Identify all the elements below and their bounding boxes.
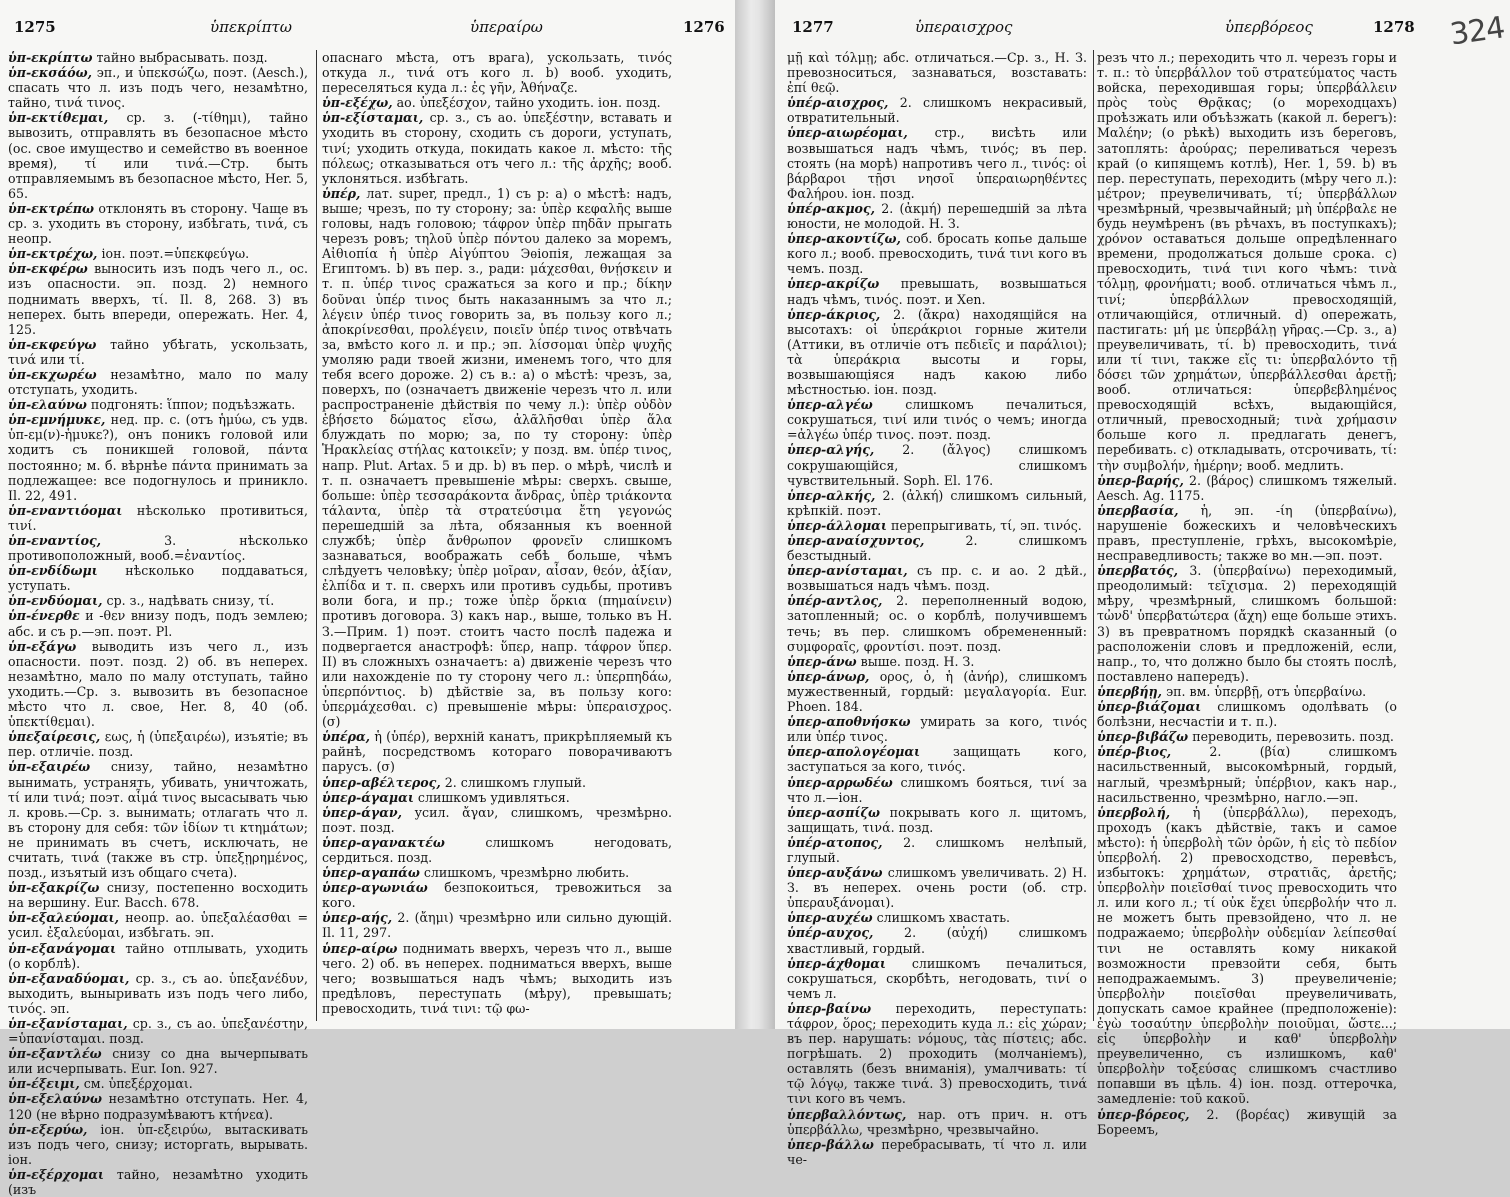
running-headword: ὑπεραισχρος	[915, 18, 1013, 36]
dictionary-entry	[322, 95, 672, 110]
entry-lemma: ὑπ-εξαναδύομαι,	[8, 970, 130, 986]
dictionary-entry	[8, 201, 308, 246]
dictionary-entry	[787, 518, 1087, 533]
entry-lemma: ὑπερ-αγωνιάω	[322, 880, 428, 896]
dictionary-entry	[8, 910, 308, 940]
entry-lemma: ὑπερ-απολογέομαι	[787, 744, 921, 760]
entry-definition: соб. бросать копье дальше кого л.; вооб. превосходить, τινά τινι кого въ чемъ. позд.	[787, 231, 1087, 277]
dictionary-entry	[8, 367, 308, 397]
dictionary-entry	[8, 639, 308, 730]
entry-lemma: ὑπερ-αής,	[322, 910, 393, 926]
entry-lemma: ὑπερβατός,	[1097, 563, 1178, 579]
entry-definition: опаснаго мѣста, отъ врага), ускользать, τινός откуда л., τινά отъ кого л. b) вооб. уходить, переселяться куда л.: ἐς γῆν, Ἀθήναζε.	[322, 50, 672, 96]
entry-definition: выносить изъ подъ чего л., ос. изъ опасности. эп. позд. 2) немного поднимать вверхъ, τί. Il. 8, 268. 3) въ неперех. быть впереди, опережать. Her. 4, 125.	[8, 261, 308, 337]
entry-lemma: ὑπ-εκτρέχω,	[8, 246, 98, 262]
entry-definition: ср. з., съ ао. ὑπεξανέστην, =ὑπανίσταμαι. позд.	[8, 1016, 308, 1047]
entry-definition: переводить, перевозить. позд.	[1188, 729, 1394, 745]
entry-definition: ἡ (ὑπερβάλλω), переходъ, проходъ (какъ дѣйствіе, такъ и самое мѣсто): ἡ ὑπερβολὴ τῶν ὀρῶν, ἡ εἰς τὸ πεδίον ὑπερβολή. 2) превосходство, перевѣсъ, избытокъ: χρημάτων, στρατιᾶς, ἀρετῆς; ὑπερβολὴν ποιεῖσθαί τινος превосходить что л. или кого л.; τί οὐκ ἔχει ὑπερβολήν что л. не можетъ быть превзойдено, что л. не подражаемо; ὑπερβολὴν οὐδεμίαν λείπεσθαί τινι не оставлять кому никакой возможности превзойти себя, быть неподражаемымъ. 3) преувеличеніе; ὑπερβολὴν ποιεῖσθαι преувеличивать, допускать самое крайнее (предположеніе): ἐγὼ τοσαύτην ὑπερβολὴν ποιοῦμαι, ὥστε...; εἰς ὑπερβολὴν и καθ' ὑπερβολὴν преувеличенно, съ излишкомъ, καθ' ὑπερβολὴν τοξεύσας слишкомъ счастливо попавши въ цѣль. 4) іон. позд. оттерочка, замедленіе: τοῦ κακοῦ.	[1097, 804, 1397, 1107]
entry-lemma: ὑπ-εξίσταμαι,	[322, 110, 424, 126]
entry-definition: 2. (βάρος) слишкомъ тяжелый. Aesch. Ag. 1175.	[1097, 472, 1397, 503]
entry-lemma: ὑπέρ-ακμος,	[787, 200, 876, 216]
dictionary-entry	[787, 956, 1087, 1001]
dictionary-entry	[322, 790, 672, 805]
page-number: 1275	[14, 18, 56, 36]
entry-lemma: ὑπερ-αρρωδέω	[787, 774, 893, 790]
entry-lemma: ὑπερ-ακρίζω	[787, 276, 880, 292]
entry-lemma: ὑπέρ-ατοπος,	[787, 834, 883, 850]
entry-definition: лат. super, предл., 1) съ р: а) о мѣстѣ: надъ, выше; чрезъ, по ту сторону; за: ὑπὲρ κεφαλῆς выше головы, надъ головою; τάφρον ὑπὲρ πηδᾶν прыгать черезъ ровъ; τηλοῦ ὑπὲρ πόντου далеко за моремъ, Αἰθιοπία ἡ ὑπὲρ Αἰγύπτου Эѳіопія, лежащая за Египтомъ. b) въ пер. з., ради: μάχεσθαι, θνῄσκειν и т. п. ὑπέρ τινος сражаться за кого и пр.; δίκην δοῦναι ὑπέρ τινος быть наказаннымъ за что л.; λέγειν ὑπέρ τινος говорить за, въ пользу кого л.; ἀποκρίνεσθαι, προλέγειν, ποιεῖν ὑπέρ τινος отвѣчать за, вмѣсто кого л. и пр.; эп. λίσσομαι ὑπὲρ ψυχῆς умоляю ради твоей жизни, именемъ того, что для тебя всего дороже. 2) съ в.: а) о мѣстѣ: чрезъ, за, поверхъ, по (означаетъ движеніе черезъ что л. или распространеніе дѣйствія по чему л.): ὑπὲρ οὐδὸν ἐβήσετο δώματος εἴσω, ἀλᾶλῆσθαι ὑπὲρ ἅλα блуждать по морю; за, по ту сторону: ὑπὲρ Ἡρακλείας στήλας κατοικεῖν; у позд. вм. ὑπέρ τινος, напр. Plut. Artax. 5 и др. b) въ пер. о мѣрѣ, числѣ и т. п. означаетъ превышеніе мѣры: сверхъ. свыше, больше: ὑπὲρ τεσσαράκοντα ἄνδρας, ὑπὲρ τριάκοντα τάλαντα, ὑπὲρ τὰ στρατεύσιμα ἔτη γεγονώς перешедшій за лѣта, обязанныя къ военной службѣ; ὑπὲρ ἄνθρωπον φρονεῖν слишкомъ зазнаваться, воображать себѣ больше, чѣмъ слѣдуетъ человѣку; ὑπὲρ μοῖραν, αἶσαν, θεόν, ἀξίαν, ἐλπίδα и т. п. сверхъ или противъ судьбы, противъ воли бога, и пр.; тоже ὑπὲρ ὅρκια (πημαίνειν) противъ договора. 3) какъ нар., выше, только въ Н. З.—Прим. 1) поэт. стоитъ часто послѣ падежа и подвергается анастрофѣ: ὕπερ, напр. τάφρον ὕπερ. II) въ сложныхъ означаетъ: а) движеніе черезъ что или нахожденіе по ту сторону чего л.: ὑπερπηδάω, ὑπερπόντιος. b) дѣйствіе за, въ пользу кого: ὑπερμάχεσθαι. с) превышеніе мѣры: ὑπεραισχρος. (σ)	[322, 185, 672, 730]
dictionary-entry	[8, 246, 308, 261]
dictionary-column	[322, 50, 672, 1029]
entry-lemma: ὑπερ-αυξάνω	[787, 865, 883, 881]
dictionary-entry	[8, 593, 308, 608]
dictionary-entry	[8, 261, 308, 336]
entry-definition: резъ что л.; переходить что л. черезъ горы и т. п.: τὸ ὑπερβάλλον τοῦ στρατεύματος часть войска, переходившая горы; ὑπερβάλλειν πρὸς τοὺς Θρᾷκας; (о мореходцахъ) проѣзжать или объѣзжать (какой л. берегъ): Μαλέην; (о рѣкѣ) выходить изъ береговъ, затоплять: ἀρούρας; переливаться черезъ край (о кипящемъ котлѣ), Her. 1, 59. b) въ пер. переступать, переходить (мѣру чего л.): μέτρον; преувеличивать, τί; ὑπερβάλλων чрезмѣрный, чрезвычайный; μὴ ὑπέρβαλε не будь неумѣренъ (въ рѣчахъ, въ поступкахъ); χρόνον оставаться дольше опредѣленнаго времени, продолжаться дольше срока. с) превосходить, τινά τινι кого чѣмъ: τινὰ τόλμῃ, φρονήματι; вооб. отличаться чѣмъ л., τινί; ὑπερβάλλων превосходящій, отличающійся, отличный. d) опережать, пастигать: μή με ὑπερβάλῃ γῆρας.—Ср. з., а) преувеличивать, τί. b) превосходить, τινά или τί τινι, также εἴς τι: ὑπερβαλόντο τῇ δόσει τῶν χρημάτων, ὑπερβάλλεσθαι ἀρετῇ; вооб. отличаться: ὑπερβεβλημένος превосходящій всѣхъ, выдающійся, отличный, превосходный; τινὰ χρήμασιν больше кого л. предлагать денегъ, перебивать. с) откладывать, отсрочивать, τί: τὴν συμβολήν, ἡμέρην; вооб. медлить.	[1097, 50, 1397, 473]
entry-lemma: ὑπερ-ακοντίζω,	[787, 231, 901, 247]
handwritten-annotation: 324	[1447, 10, 1507, 53]
dictionary-entry	[322, 186, 672, 729]
dictionary-entry	[1097, 805, 1397, 1107]
dictionary-entry	[8, 1091, 308, 1121]
dictionary-entry	[8, 1122, 308, 1167]
dictionary-entry	[787, 307, 1087, 398]
dictionary-entry	[8, 337, 308, 367]
entry-lemma: ὑπ-εξάγω	[8, 638, 77, 654]
dictionary-entry	[787, 50, 1087, 95]
entry-definition: перебрасывать, τί что л. или че-	[787, 1136, 1087, 1167]
entry-definition: 2. (αὐχή) слишкомъ хвастливый, гордый.	[787, 925, 1087, 956]
entry-definition: ср. з., надѣвать снизу, τί.	[102, 593, 275, 609]
entry-lemma: ὑπερ-αγαπάω	[322, 865, 420, 881]
dictionary-entry	[8, 110, 308, 201]
entry-lemma: ὑπ-έξειμι,	[8, 1076, 80, 1092]
dictionary-entry	[787, 488, 1087, 518]
entry-definition: 2. (ἄλγος) слишкомъ сокрушающійся, слишкомъ чувствительный. Soph. El. 176.	[787, 442, 1087, 488]
entry-lemma: ὑπερ-βόρεος,	[1097, 1106, 1190, 1122]
entry-lemma: ὑπερ-άλλομαι	[787, 517, 887, 533]
entry-lemma: ὑπερ-αιωρέομαι,	[787, 125, 908, 141]
dictionary-entry	[787, 805, 1087, 835]
dictionary-entry	[8, 941, 308, 971]
entry-definition: выше. позд. Н. З.	[856, 653, 975, 669]
entry-definition: μῇ καὶ τόλμῃ; абс. отличаться.—Ср. з., Н. З. превозноситься, зазнаваться, возставать: ἐπί θεῷ.	[787, 50, 1087, 96]
dictionary-entry	[787, 533, 1087, 563]
entry-lemma: ὑπερβήῃ,	[1097, 683, 1163, 699]
entry-lemma: ὑπερ-αγανακτέω	[322, 834, 445, 850]
entry-definition: эп., и ὑπεκσώζω, поэт. (Aesch.), спасать что л. изъ подъ чего, незамѣтно, тайно, τινά τινος.	[8, 65, 308, 111]
dictionary-entry	[787, 201, 1087, 231]
entry-definition: снизу, тайно, незамѣтно вынимать, устранять, убивать, уничтожать, τί или τινά; поэт. αἷμά τινος высасывать чью л. кровь.—Ср. з. вынимать; отлагать что л. въ сторону для себя: τῶν ἰδίων τι κτημάτων; не принимать въ счетъ, исключать, не считать, τινά (также въ стр. ὑπεξῃρημένος, позд., изъятый изъ общаго счета).	[8, 759, 308, 881]
column-rule	[1093, 50, 1094, 1021]
column-rule	[316, 50, 317, 1021]
entry-definition: 2. слишкомъ нелѣпый, глупый.	[787, 834, 1087, 865]
dictionary-entry	[322, 865, 672, 880]
entry-lemma: ὑπ-εκρίπτω	[8, 50, 93, 65]
entry-lemma: ὑπερ-αναίσχυντος,	[787, 533, 925, 548]
entry-definition: незамѣтно, мало по малу отступать, уходить.	[8, 366, 308, 398]
entry-definition: съ пр. с. и ао. 2 дѣй., возвышаться надъ чѣмъ. позд.	[787, 563, 1087, 594]
entry-lemma: ὑπ-εξακρίζω	[8, 880, 100, 896]
dictionary-entry	[1097, 684, 1397, 699]
entry-lemma: ὑπερ-αλγής,	[787, 442, 875, 458]
entry-definition: выводить изъ чего л., изъ опасности. поэт. позд. 2) об. въ неперех. незамѣтно, мало по малу отступать, тайно уходить.—Ср. з. вывозить въ безопасное мѣсто что л. свое, Her. 8, 40 (об. ὑπεκτίθεμαι).	[8, 638, 308, 730]
left-page-header	[0, 18, 735, 40]
dictionary-entry	[1097, 473, 1397, 503]
entry-definition: слишкомъ печалиться, сокрушаться, τινί или τινός о чемъ; иногда =ἀλγέω ὑπέρ τινος. поэт. позд.	[787, 397, 1087, 443]
entry-lemma: ὑπερ-άκριος,	[787, 306, 881, 322]
entry-definition: ср. з. (-τίθημι), тайно вывозить, отправлять въ безопасное мѣсто (ос. свое имущество и семейство въ военное время), τί или τινά.—Стр. быть отправляемымъ въ безопасное мѣсто, Her. 5, 65.	[8, 110, 308, 201]
entry-lemma: ὑπερ-άχθομαι	[787, 955, 886, 971]
entry-definition: нѣсколько поддаваться, уступать.	[8, 563, 308, 594]
entry-lemma: ὑπερ-βιάζομαι	[1097, 699, 1202, 715]
dictionary-entry	[1097, 503, 1397, 563]
entry-definition: слишкомъ печалиться, сокрушаться, скорбѣть, негодовать, τινί о чемъ л.	[787, 955, 1087, 1001]
entry-definition: 2. (ἄκρα) находящійся на высотахъ: οἱ ὑπεράκριοι горные жители (Аттики, въ отличіе отъ πεδιεῖς и παράλιοι); τὰ ὑπεράκρια высоты и горы, возвышающіяся надъ какою либо мѣстностью. іон. позд.	[787, 306, 1087, 398]
entry-lemma: ὑπ-εκτίθεμαι,	[8, 110, 109, 126]
entry-definition: слишкомъ увеличивать. 2) Н. З. въ неперех. очень рости (об. стр. ὑπεραυξάνομαι).	[787, 865, 1087, 911]
entry-definition: нар. отъ прич. н. отъ ὑπερβάλλω, чрезмѣрно, чрезвычайно.	[787, 1106, 1087, 1137]
entry-lemma: ὑπ-εναντίος,	[8, 533, 102, 548]
entry-definition: слишкомъ удивляться.	[413, 789, 570, 805]
entry-definition: εως, ἡ (ὑπεξαιρέω), изъятіе; въ пер. отличіе. позд.	[8, 729, 308, 760]
dictionary-entry	[8, 533, 308, 563]
running-headword: ὑπεκρίπτω	[210, 18, 292, 36]
entry-definition: іон. ὑπ-εξειρύω, вытаскивать изъ подъ чего, снизу; исторгать, вырывать. іон.	[8, 1121, 308, 1167]
dictionary-entry	[8, 397, 308, 412]
entry-lemma: ὑπερ-άγαν,	[322, 804, 403, 820]
entry-definition: 2. (βία) слишкомъ насильственный, высокомѣрный, гордый, наглый, чрезмѣрный; ὑπέρβιον, какъ нар., насильственно, чрезмѣрно, нагло.—эп.	[1097, 744, 1397, 805]
entry-definition: 2. (ἀλκή) слишкомъ сильный, крѣпкій. поэт.	[787, 487, 1087, 518]
dictionary-entry	[787, 442, 1087, 487]
dictionary-entry	[787, 744, 1087, 774]
entry-lemma: ὑπ-ελαύνω	[8, 397, 87, 413]
entry-definition: слишкомъ бояться, τινί за что л.—іон.	[787, 774, 1087, 805]
dictionary-column	[1097, 50, 1397, 1137]
entry-definition: умирать за кого, τινός или ὑπέρ τινος.	[787, 714, 1087, 745]
entry-definition: перепрыгивать, τί, эп. τινός.	[886, 517, 1082, 533]
dictionary-entry	[787, 775, 1087, 805]
entry-lemma: ὑπερ-αλκής,	[787, 487, 876, 503]
dictionary-entry	[8, 65, 308, 110]
running-headword: ὑπεραίρω	[470, 18, 543, 36]
entry-definition: 2. слишкомъ глупый.	[440, 774, 586, 790]
page-number: 1278	[1373, 18, 1415, 36]
entry-definition: поднимать вверхъ, черезъ что л., выше чего. 2) об. въ неперех. подниматься вверхъ, выше чего; возвышаться надъ чѣмъ; выходить изъ предѣловъ, переступать (мѣру), превышать; превосходить, τινά τινι: τῷ φω-	[322, 940, 672, 1016]
entry-lemma: ὑπέρα,	[322, 729, 371, 745]
entry-lemma: ὑπ-ένερθε	[8, 608, 80, 624]
entry-definition: стр., висѣть или возвышаться надъ чѣмъ, τινός; въ пер. стоять (на морѣ) напротивъ чего л., τινός: οἱ βάρβαροι τῇσι νησοῖ ὑπεραιωρηθέντες Φαλήρου. іон. позд.	[787, 125, 1087, 201]
entry-lemma: ὑπερ-ασπίζω	[787, 804, 880, 820]
entry-lemma: ὑπερ-αποθνήσκω	[787, 714, 911, 730]
entry-lemma: ὑπ-εξέρχομαι	[8, 1166, 105, 1182]
entry-lemma: ὑπερ-βάλλω	[787, 1136, 874, 1152]
entry-lemma: ὑπ-εξανίσταμαι,	[8, 1016, 128, 1031]
entry-lemma: ὑπερ-βαρής,	[1097, 472, 1184, 488]
entry-lemma: ὑπ-εξανάγομαι	[8, 940, 117, 956]
dictionary-entry	[322, 805, 672, 835]
entry-definition: іон. поэт.=ὑπεκφεύγω.	[97, 246, 250, 262]
entry-definition: 2. переполненный водою, затопленный; ос. о корблѣ, получившемъ течь; въ пер. слишкомъ обремененный: συμφοραῖς, φροντίσι. поэт. позд.	[787, 593, 1087, 654]
entry-definition: защищать кого, заступаться за кого, τινός.	[787, 744, 1087, 775]
entry-lemma: ὑπερ-βαίνω	[787, 1000, 872, 1016]
dictionary-entry	[322, 50, 672, 95]
entry-definition: и -θεν внизу подъ, подъ землею; абс. и съ р.—эп. поэт. Pl.	[8, 608, 308, 639]
dictionary-entry	[8, 729, 308, 759]
page-number: 1277	[792, 18, 834, 36]
dictionary-entry	[322, 910, 672, 940]
page-number: 1276	[683, 18, 725, 36]
dictionary-entry	[322, 775, 672, 790]
right-page	[775, 0, 1510, 1167]
dictionary-entry	[8, 880, 308, 910]
entry-lemma: ὑπ-εκχωρέω	[8, 366, 97, 382]
dictionary-entry	[8, 412, 308, 503]
entry-lemma: ὑπερ-άγαμαι	[322, 789, 414, 805]
dictionary-entry	[787, 865, 1087, 910]
entry-lemma: ὑπ-εξαντλέω	[8, 1046, 102, 1062]
entry-lemma: ὑπέρ-βιος,	[1097, 744, 1172, 760]
entry-definition: незамѣтно отступать. Her. 4, 120 (не вѣрно подразумѣваютъ κτήνεα).	[8, 1091, 308, 1122]
dictionary-entry	[787, 669, 1087, 714]
entry-lemma: ὑπερβασία,	[1097, 502, 1179, 518]
entry-lemma: ὑπέρ-αυχος,	[787, 925, 874, 941]
dictionary-entry	[787, 1137, 1087, 1167]
entry-definition: 2. (ἄημι) чрезмѣрно или сильно дующій. Il. 11, 297.	[322, 910, 672, 941]
entry-definition: ἡ (ὑπέρ), верхній канатъ, прикрѣпляемый къ райнѣ, посредствомъ котораго поворачиваютъ парусъ. (σ)	[322, 729, 672, 775]
entry-lemma: ὑπ-εκτρέπω	[8, 200, 94, 216]
entry-definition: превышать, возвышаться надъ чѣмъ, τινός. поэт. и Xen.	[787, 276, 1087, 307]
dictionary-entry	[322, 880, 672, 910]
entry-lemma: ὑπέρ-αντλος,	[787, 593, 883, 609]
right-page-header	[775, 18, 1510, 40]
dictionary-entry	[8, 1016, 308, 1046]
entry-definition: нѣсколько противиться, τινί.	[8, 502, 308, 533]
entry-definition: 2. (βορέας) живущій за Бореемъ,	[1097, 1106, 1397, 1137]
dictionary-entry	[787, 276, 1087, 306]
entry-definition: нед. пр. с. (отъ ἡμύω, съ удв. ὑπ-εμ(ν)-ἡμυκε?), онъ поникъ головой или ходитъ съ поникшей головой, πάντα постоянно; м. б. вѣрнѣе πάντα принимать за подлежащее: все подогнулось и приникло. Il. 22, 491.	[8, 412, 308, 503]
dictionary-entry	[8, 503, 308, 533]
entry-lemma: ὑπ-εξέχω,	[322, 95, 393, 111]
entry-definition: 2. слишкомъ некрасивый, отвратительный.	[787, 95, 1087, 126]
entry-lemma: ὑπερ-αυχέω	[787, 910, 873, 926]
entry-lemma: ὑπ-εναντιόομαι	[8, 502, 123, 518]
entry-lemma: ὑπ-ενδύομαι,	[8, 593, 103, 609]
entry-definition: подгонять: ἵππον; подъѣзжать.	[86, 397, 296, 413]
entry-lemma: ὑπ-εξερύω,	[8, 1121, 88, 1137]
entry-definition: неопр. ао. ὑπεξαλέασθαι = усил. ἐξαλεύομαι, избѣгать. эп.	[8, 910, 308, 941]
dictionary-entry	[787, 925, 1087, 955]
entry-definition: 2. слишкомъ безстыдный.	[787, 533, 1087, 564]
dictionary-entry	[8, 1076, 308, 1091]
dictionary-column	[787, 50, 1087, 1167]
dictionary-entry	[787, 1001, 1087, 1107]
dictionary-entry	[787, 397, 1087, 442]
dictionary-entry	[787, 654, 1087, 669]
dictionary-entry	[787, 231, 1087, 276]
entry-definition: слишкомъ негодовать, сердиться. позд.	[322, 834, 672, 865]
entry-definition: отклонять въ сторону. Чаще въ ср. з. уходить въ сторону, избѣгать, τινά, съ неопр.	[8, 200, 308, 247]
dictionary-entry	[1097, 729, 1397, 744]
entry-lemma: ὑπέρ,	[322, 185, 361, 201]
entry-lemma: ὑπερβαλλόντως,	[787, 1106, 907, 1122]
entry-lemma: ὑπερ-άνω	[787, 653, 857, 669]
entry-definition: ἡ, эп. -ίη (ὑπερβαίνω), нарушеніе божескихъ и человѣческихъ правъ, преступленіе, грѣхъ, высокомѣріе, несправедливость; также во мн.—эп. поэт.	[1097, 502, 1397, 564]
entry-lemma: ὑπ-εξελαύνω	[8, 1091, 102, 1107]
running-headword: ὑπερβόρεος	[1225, 18, 1313, 36]
entry-definition: ср. з., съ ао. ὑπεξανέδυν, выходить, выныривать изъ подъ чего либо, τινός. эп.	[8, 970, 308, 1016]
dictionary-entry	[8, 971, 308, 1016]
entry-definition: усил. ἄγαν, слишкомъ, чрезмѣрно. поэт. позд.	[322, 804, 672, 835]
dictionary-entry	[8, 608, 308, 638]
dictionary-entry	[322, 835, 672, 865]
entry-definition: тайно отплывать, уходить (о корблѣ).	[8, 940, 308, 971]
entry-definition: безпокоиться, тревожиться за кого.	[322, 880, 672, 911]
entry-lemma: ὑπερ-ανίσταμαι,	[787, 563, 908, 579]
entry-lemma: ὑπερ-αίρω	[322, 940, 398, 956]
entry-definition: эп. вм. ὑπερβῇ, отъ ὑπερβαίνω.	[1162, 683, 1367, 699]
entry-definition: см. ὑπεξέρχομαι.	[79, 1076, 193, 1092]
entry-definition: переходить, переступать: τάφρον, ὅρος; переходить куда л.: εἰς χώραν; въ пер. нарушать: νόμους, τὰς πίστεις; абс. погрѣшать. 2) проходить (молчаніемъ), оставлять (безъ вниманія), умалчивать: τί τῷ λόγῳ, также τινά. 3) превосходить, τινά τινι кого въ чемъ.	[787, 1000, 1087, 1107]
dictionary-entry	[787, 714, 1087, 744]
entry-definition: снизу, постепенно восходить на вершину. Eur. Bacch. 678.	[8, 880, 308, 911]
dictionary-entry	[787, 1107, 1087, 1137]
entry-definition: слишкомъ хвастать.	[872, 910, 1011, 926]
dictionary-entry	[787, 593, 1087, 653]
entry-lemma: ὑπερ-άνωρ,	[787, 668, 870, 684]
entry-definition: ορος, ὁ, ἡ (ἀνήρ), слишкомъ мужественный, гордый: μεγαλαγορία. Eur. Phoen. 184.	[787, 668, 1087, 715]
entry-definition: 2. (ἀκμή) перешедшій за лѣта юности, не молодой. Н. З.	[787, 200, 1087, 232]
dictionary-entry	[787, 125, 1087, 200]
dictionary-entry	[787, 95, 1087, 125]
entry-lemma: ὑπ-εμνήμυκε,	[8, 412, 106, 428]
dictionary-entry	[8, 759, 308, 880]
entry-definition: 3. (ὑπερβαίνω) переходимый, преодолимый: τεῖχισμα. 2) переходящій мѣру, чрезмѣрный, слишкомъ большой: τὠνδ' ὑπερβατώτερα (ἄχη) еще больше этихъ. 3) въ превратномъ порядкѣ сказанный (о расположеніи словъ и предложеній, если, напр., то, что должно было бы стоять послѣ, поставлено напередъ).	[1097, 563, 1397, 684]
dictionary-entry	[8, 563, 308, 593]
entry-definition: тайно, незамѣтно уходить (изъ	[8, 1166, 308, 1197]
entry-lemma: ὑπ-εξαλεύομαι,	[8, 910, 120, 926]
left-page	[0, 0, 735, 1197]
dictionary-entry	[8, 1046, 308, 1076]
dictionary-entry	[322, 941, 672, 1016]
dictionary-entry	[787, 563, 1087, 593]
entry-definition: 3. нѣсколько противоположный, вооб.=ἐναντίος.	[8, 533, 308, 564]
dictionary-entry	[8, 50, 308, 65]
entry-lemma: ὑπεξαίρεσις,	[8, 729, 101, 745]
dictionary-entry	[322, 110, 672, 185]
dictionary-entry	[322, 729, 672, 774]
entry-definition: снизу со дна вычерпывать или исчерпывать. Eur. Ion. 927.	[8, 1046, 308, 1077]
entry-lemma: ὑπ-ενδίδωμι	[8, 563, 98, 579]
dictionary-entry	[787, 910, 1087, 925]
entry-lemma: ὑπέρ-αισχρος,	[787, 95, 889, 111]
dictionary-entry	[8, 1167, 308, 1197]
entry-lemma: ὑπερ-αβέλτερος,	[322, 774, 441, 790]
entry-definition: покрывать кого л. щитомъ, защищать, τινά. позд.	[787, 804, 1087, 835]
book-gutter	[735, 0, 775, 1029]
entry-definition: ао. ὑπεξέσχον, тайно уходить. іон. позд.	[392, 95, 661, 111]
dictionary-entry	[787, 835, 1087, 865]
dictionary-entry	[1097, 744, 1397, 804]
entry-lemma: ὑπ-εκφεύγω	[8, 336, 97, 352]
dictionary-entry	[1097, 50, 1397, 473]
dictionary-entry	[1097, 563, 1397, 684]
entry-definition: тайно убѣгать, ускользать, τινά или τί.	[8, 336, 308, 367]
entry-definition: тайно выбрасывать. позд.	[92, 50, 268, 65]
entry-lemma: ὑπ-εξαιρέω	[8, 759, 91, 775]
entry-definition: слишкомъ, чрезмѣрно любить.	[419, 865, 630, 881]
dictionary-column	[8, 50, 308, 1197]
entry-lemma: ὑπ-εκσάόω,	[8, 65, 93, 81]
entry-lemma: ὑπερ-αλγέω	[787, 397, 873, 413]
entry-definition: слишкомъ одолѣвать (о болѣзни, несчастіи и т. п.).	[1097, 699, 1397, 730]
entry-definition: ср. з., съ ао. ὑπεξέστην, вставать и уходить въ сторону, сходить съ дороги, уступать, τινί; уходить откуда, покидать какое л. мѣсто: τῆς πόλεως; отказываться отъ чего л.: τῆς ἀρχῆς; вооб. уклоняться. избѣгать.	[322, 110, 672, 186]
dictionary-entry	[1097, 699, 1397, 729]
entry-lemma: ὑπ-εκφέρω	[8, 261, 88, 277]
entry-lemma: ὑπερ-βιβάζω	[1097, 729, 1189, 745]
dictionary-entry	[1097, 1107, 1397, 1137]
entry-lemma: ὑπερβολή,	[1097, 804, 1171, 820]
